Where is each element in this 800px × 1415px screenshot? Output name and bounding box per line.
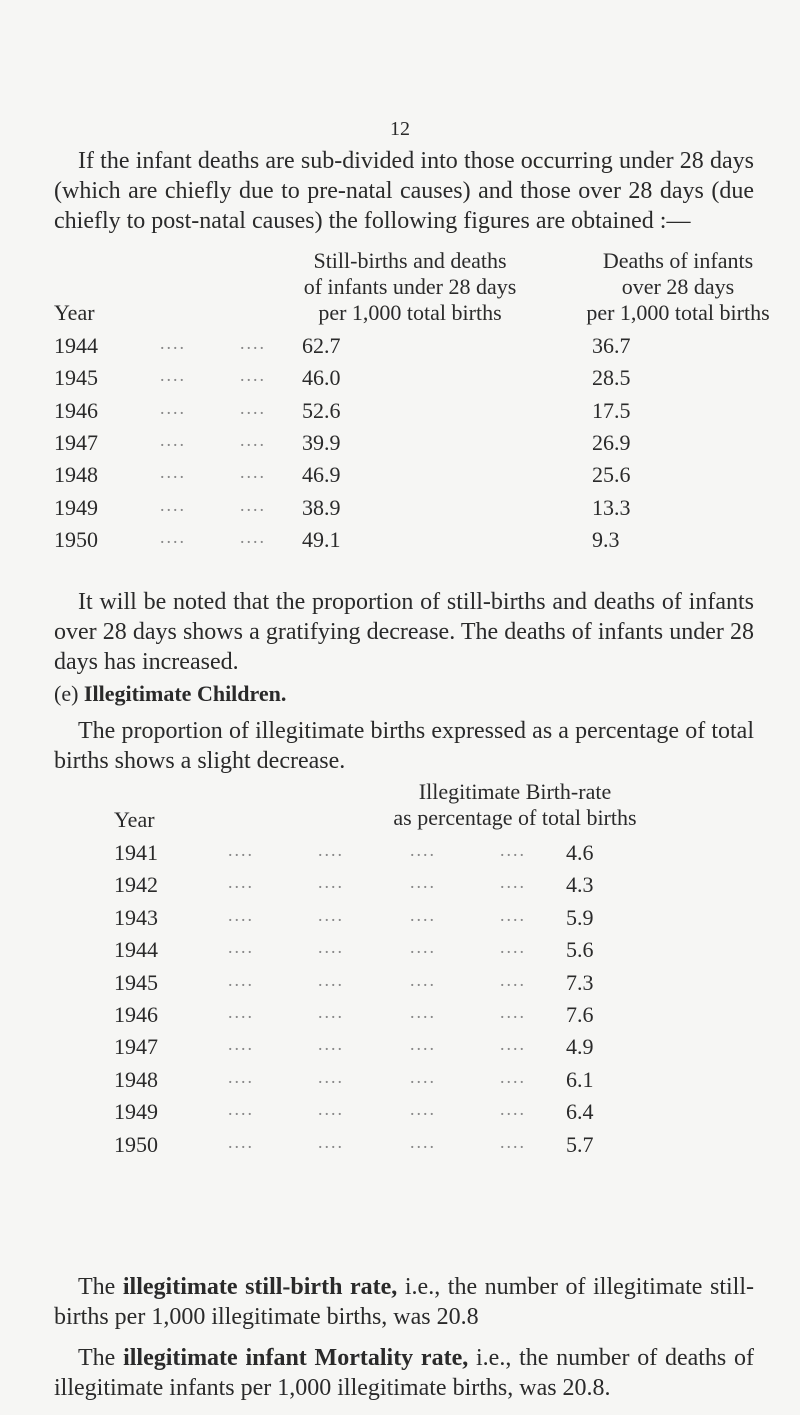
table2-leader: .... [318,1066,344,1087]
table2-rate: 6.4 [566,1099,594,1125]
table2-row [0,872,800,902]
table2-rate: 7.6 [566,1002,594,1027]
table2-leader: .... [500,1131,526,1152]
table2-year: 1949 [114,1099,158,1125]
table2-year: 1941 [114,840,158,865]
section-e-intro [54,716,754,776]
table1-year: 1947 [54,429,98,455]
table2-year: 1942 [114,872,158,898]
table1-value-a: 39.9 [302,429,341,455]
note-paragraph [54,587,754,677]
mortality-paragraph [54,1343,754,1403]
table2-row [0,905,800,935]
table2-leader: .... [500,1034,526,1055]
section-e-intro-text: The proportion of illegitimate births expressed as a percentage of total births shows a slight decrease. [54,718,754,774]
table1-year: 1944 [54,333,98,358]
table2-row [0,840,800,870]
intro-paragraph [54,146,754,236]
table1-value-a: 38.9 [302,494,341,520]
table2-leader: .... [500,1099,526,1120]
table2-col-year: Year [114,807,155,832]
table2-rate: 7.3 [566,969,594,995]
table2-leader: .... [410,1066,436,1087]
table2-leader: .... [228,1066,254,1087]
table2-row [0,937,800,967]
table2-leader: .... [228,840,254,860]
table1-leader: .... [160,397,186,418]
table1-leader: .... [240,429,266,450]
table1-row [0,365,800,395]
intro-text: If the infant deaths are sub-divided into those occurring under 28 days (which are chiefly due to pre-natal causes) and those over 28 days (due chiefly to post-natal causes) the following figures are obtained :— [54,148,754,234]
table2-leader: .... [228,1131,254,1152]
table1-leader: .... [240,494,266,515]
table1-value-a: 62.7 [302,333,341,358]
section-e-title: Illegitimate Children. [83,681,287,706]
table2-leader: .... [228,872,254,893]
table2-leader: .... [410,872,436,893]
table1-value-b: 9.3 [592,526,620,552]
table1-year: 1948 [54,462,98,488]
table1-row [0,527,800,557]
table1-value-b: 26.9 [592,429,631,455]
table1-value-b: 25.6 [592,462,631,488]
table2-year: 1943 [114,904,158,930]
table1-year: 1945 [54,365,98,391]
table2-row [0,1002,800,1032]
table1-value-b: 36.7 [592,333,631,358]
table2-row [0,1099,800,1129]
table1-col-b-line1: Deaths of infants [602,248,754,273]
table1-year: 1950 [54,526,98,552]
table2-row [0,1067,800,1097]
table1-leader: .... [160,365,186,386]
table1-col-a-line3: per 1,000 total births [318,300,502,325]
table2-leader: .... [318,937,344,958]
table1-value-b: 28.5 [592,365,631,391]
table2-leader: .... [410,840,436,860]
table2-leader: .... [410,1034,436,1055]
table2-leader: .... [500,872,526,893]
table1-year: 1946 [54,397,98,423]
mortality-lead: The [78,1345,116,1371]
table2-leader: .... [228,1034,254,1055]
table1-col-b-line3: per 1,000 total births [586,300,770,325]
table2-rate: 4.9 [566,1034,594,1060]
table2-leader: .... [500,1066,526,1087]
table1-value-a: 46.0 [302,365,341,391]
table2-leader: .... [500,969,526,990]
table1-row [0,495,800,525]
page-number: 12 [390,118,410,140]
table1-value-a: 49.1 [302,526,341,552]
table2-leader: .... [410,937,436,958]
table2-leader: .... [500,840,526,860]
table2-row [0,970,800,1000]
table2-leader: .... [228,904,254,925]
table2-leader: .... [318,904,344,925]
table1-leader: .... [240,526,266,547]
table2-leader: .... [318,969,344,990]
table2-col-rate-line2: as percentage of total births [393,805,637,830]
table2-year: 1945 [114,969,158,995]
stillbirth-lead: The [78,1274,116,1300]
table2-leader: .... [228,1002,254,1022]
table2-leader: .... [228,937,254,958]
table2-year: 1947 [114,1034,158,1060]
table1-row [0,398,800,428]
table2-rate: 4.6 [566,840,594,865]
mortality-bold: illegitimate infant Mortality rate, [123,1345,469,1371]
table1-leader: .... [240,462,266,483]
table1-year: 1949 [54,494,98,520]
table2-leader: .... [410,1099,436,1120]
table2-leader: .... [228,969,254,990]
section-e-label: (e) [54,681,79,706]
table1-col-year: Year [54,300,95,325]
table2-row [0,1034,800,1064]
table2-year: 1950 [114,1131,158,1157]
table1-value-b: 13.3 [592,494,631,520]
table2-leader: .... [318,1099,344,1120]
table2-leader: .... [318,872,344,893]
table1-row [0,462,800,492]
table1-col-b-line2: over 28 days [621,274,735,299]
table2-rate: 6.1 [566,1066,594,1092]
table1-leader: .... [160,494,186,515]
stillbirth-paragraph [54,1272,754,1332]
table2-rate: 5.9 [566,904,594,930]
table1-leader: .... [240,365,266,386]
table1-row [0,333,800,363]
section-e-heading [54,681,286,707]
table2-year: 1946 [114,1002,158,1027]
table2-leader: .... [410,904,436,925]
table2-leader: .... [410,969,436,990]
table1-leader: .... [240,333,266,353]
table2-year: 1948 [114,1066,158,1092]
table2-leader: .... [228,1099,254,1120]
table1-leader: .... [160,462,186,483]
table2-rate: 5.6 [566,937,594,963]
table1-leader: .... [240,397,266,418]
table2-col-rate-line1: Illegitimate Birth-rate [418,779,612,804]
table2-year: 1944 [114,937,158,963]
mortality-rest: i.e., the number of deaths of illegitimate infants per 1,000 illegitimate births, was 20.8. [54,1345,755,1401]
table2-leader: .... [410,1131,436,1152]
table2-row [0,1132,800,1162]
table1-col-a-line1: Still-births and deaths [313,248,507,273]
stillbirth-rest: i.e., the number of illegitimate still-births per 1,000 illegitimate births, was 20.8 [54,1274,754,1330]
table1-value-a: 46.9 [302,462,341,488]
table1-row [0,430,800,460]
table2-leader: .... [318,840,344,860]
table2-rate: 4.3 [566,872,594,898]
table2-leader: .... [318,1002,344,1022]
note-text: It will be noted that the proportion of still-births and deaths of infants over 28 days shows a gratifying decrease. The deaths of infants under 28 days has increased. [54,589,754,675]
table1-leader: .... [160,333,186,353]
table1-value-b: 17.5 [592,397,631,423]
table2-leader: .... [318,1131,344,1152]
table2-leader: .... [410,1002,436,1022]
stillbirth-bold: illegitimate still-birth rate, [122,1274,398,1300]
table2-rate: 5.7 [566,1131,594,1157]
table2-leader: .... [318,1034,344,1055]
table1-leader: .... [160,429,186,450]
table2-leader: .... [500,1002,526,1022]
table1-col-a-line2: of infants under 28 days [303,274,517,299]
table2-leader: .... [500,937,526,958]
table1-leader: .... [160,526,186,547]
table2-leader: .... [500,904,526,925]
table1-value-a: 52.6 [302,397,341,423]
